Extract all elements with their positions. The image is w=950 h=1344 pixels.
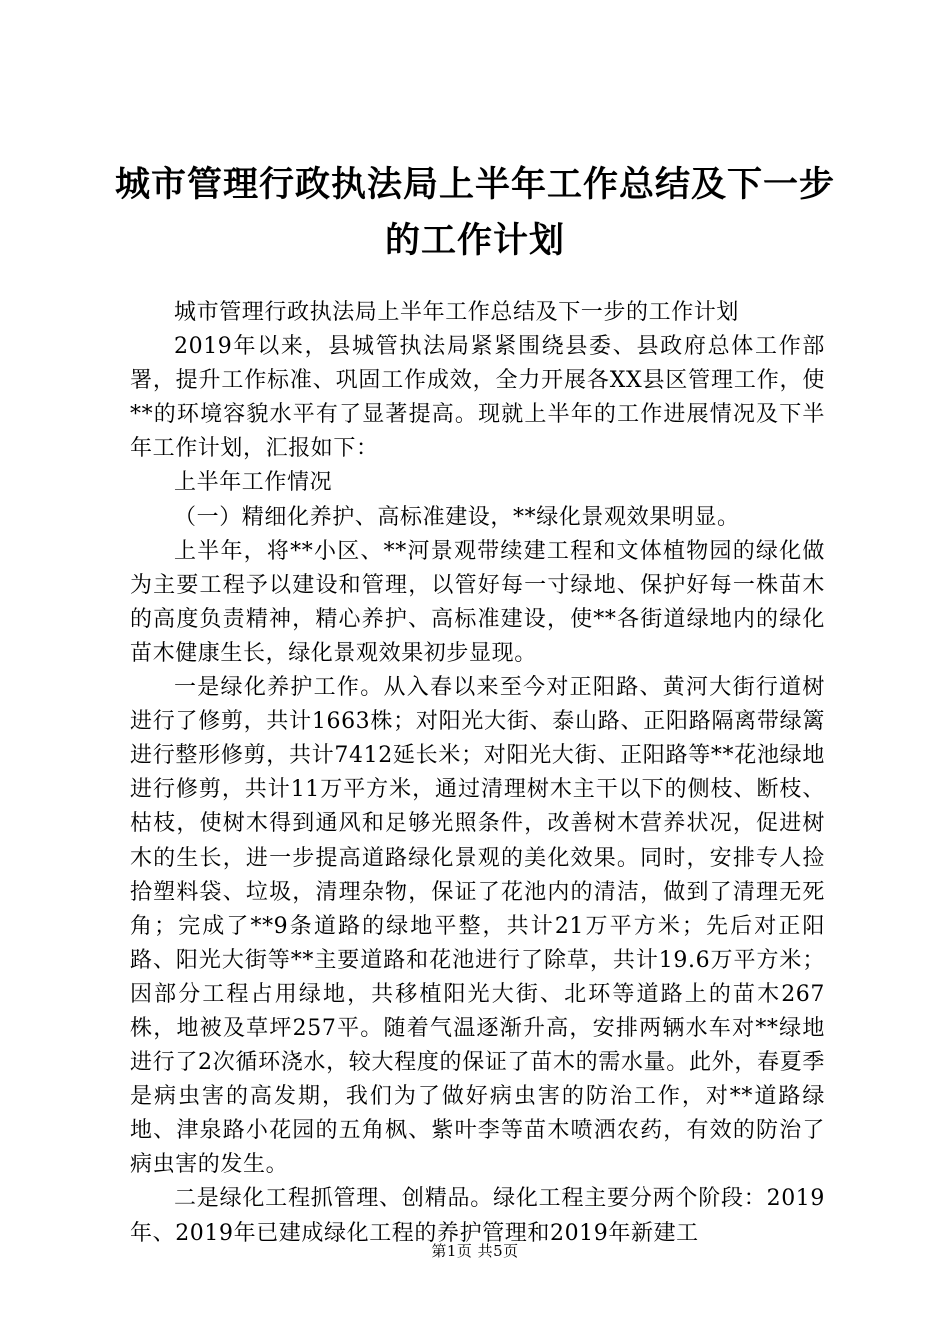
- paragraph-engineering: 二是绿化工程抓管理、创精品。绿化工程主要分两个阶段：2019年、2019年已建成绿化工程的养护管理和2019年新建工: [130, 1186, 825, 1246]
- paragraph-maintenance: 一是绿化养护工作。从入春以来至今对正阳路、黄河大街行道树进行了修剪，共计1663株；对阳光大街、泰山路、正阳路隔离带绿篱进行整形修剪，共计7412延长米；对阳光大街、正阳路等**花池绿地进行修剪，共计11万平方米，通过清理树木主干以下的侧枝、断枝、枯枝，使树木得到通风和足够光照条件，改善树木营养状况，促进树木的生长，进一步提高道路绿化景观的美化效果。同时，安排专人捡拾塑料袋、垃圾，清理杂物，保证了花池内的清洁，做到了清理无死角；完成了**9条道路的绿地平整，共计21万平方米；先后对正阳路、阳光大街等**主要道路和花池进行了除草，共计19.6万平方米；因部分工程占用绿地，共移植阳光大街、北环等道路上的苗木267株，地被及草坪257平。随着气温逐渐升高，安排两辆水车对**绿地进行了2次循环浇水，较大程度的保证了苗木的需水量。此外，春夏季是病虫害的高发期，我们为了做好病虫害的防治工作，对**道路绿地、津泉路小花园的五角枫、紫叶李等苗木喷洒农药，有效的防治了病虫害的发生。: [130, 675, 825, 1178]
- page-footer: 第1页 共5页: [431, 1242, 519, 1260]
- section-heading: 上半年工作情况: [174, 470, 333, 496]
- document-body: [130, 296, 825, 1251]
- document-title-line-1: 城市管理行政执法局上半年工作总结及下一步: [114, 165, 835, 205]
- document-title-line-2: 的工作计划: [384, 221, 565, 261]
- paragraph-subtitle: 城市管理行政执法局上半年工作总结及下一步的工作计划: [174, 300, 740, 325]
- paragraph-intro: 2019年以来，县城管执法局紧紧围绕县委、县政府总体工作部署，提升工作标准、巩固工作成效，全力开展各XX县区管理工作，使**的环境容貌水平有了显著提高。现就上半年的工作进展情况及下半年工作计划，汇报如下：: [130, 334, 825, 462]
- paragraph-first-half: 上半年，将**小区、**河景观带续建工程和文体植物园的绿化做为主要工程予以建设和管理，以管好每一寸绿地、保护好每一株苗木的高度负责精神，精心养护、高标准建设，使**各街道绿地内的绿化苗木健康生长，绿化景观效果初步显现。: [130, 538, 825, 666]
- subsection-heading: （一）精细化养护、高标准建设，**绿化景观效果明显。: [174, 504, 740, 530]
